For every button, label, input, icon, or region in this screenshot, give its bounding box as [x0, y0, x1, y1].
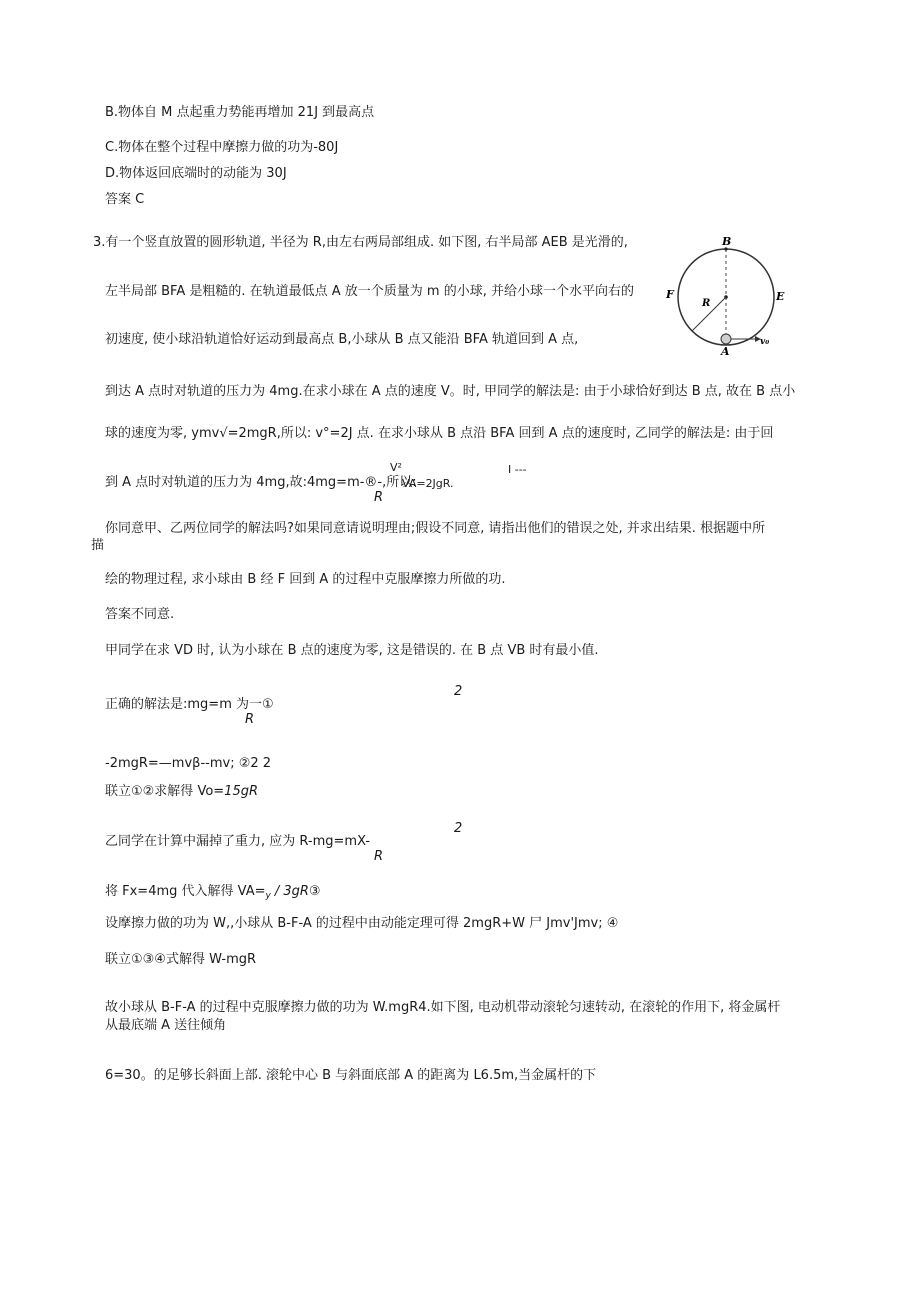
solution-line-7: 设摩擦力做的功为 W,,小球从 B-F-A 的过程中由动能定理可得 2mgR+W 尸 Jmv'Jmv; ④: [105, 916, 619, 931]
fraction-denominator: R: [374, 490, 384, 505]
question3-line-5: 球的速度为零, ymv√=2mgR,所以: v°=2J 点. 在求小球从 B 点沿 BFA 回到 A 点的速度时, 乙同学的解法是: 由于回: [105, 426, 774, 441]
question3-line-2: 左半局部 BFA 是粗糙的. 在轨道最低点 A 放一个质量为 m 的小球, 并给小球一个水平向右的: [105, 284, 634, 299]
solution-line-9: 故小球从 B-F-A 的过程中克服摩擦力做的功为 W.mgR4.如下图, 电动机带动滚轮匀速转动, 在滚轮的作用下, 将金属杆: [105, 1000, 781, 1015]
question3-line-7: 你同意甲、乙两位同学的解法吗?如果同意请说明理由;假设不同意, 请指出他们的错误之处, 并求出结果. 根据题中所: [105, 521, 766, 536]
solution-4-expr: 15gR: [224, 784, 258, 799]
ball: [721, 334, 731, 344]
question3-line-3: 初速度, 使小球沿轨道恰好运动到最高点 B,小球从 B 点又能沿 BFA 轨道回到 A 点,: [105, 332, 579, 347]
label-v0: v₀: [760, 337, 770, 347]
solution-line-1: 甲同学在求 VD 时, 认为小球在 B 点的速度为零, 这是错误的. 在 B 点 VB 时有最小值.: [105, 643, 599, 658]
solution-line-4: [105, 784, 258, 800]
margin-mark: I ---: [508, 463, 527, 476]
question3-line-1: 3.有一个竖直放置的圆形轨道, 半径为 R,由左右两局部组成. 如下图, 右半局部 AEB 是光滑的,: [93, 235, 628, 250]
question3-line-6: 到 A 点时对轨道的压力为 4mg,故:4mg=m-®-,所以:: [105, 475, 417, 490]
solution-line-6: [105, 884, 321, 904]
question3-line-6-va: VA=2JgR.: [402, 477, 454, 490]
label-e: E: [776, 290, 785, 303]
option-c: C.物体在整个过程中摩擦力做的功为-80J: [105, 140, 339, 155]
fraction-numerator: V²: [390, 461, 402, 474]
solution-line-2: 正确的解法是:mg=m 为一①: [105, 697, 274, 712]
question3-line-8: 绘的物理过程, 求小球由 B 经 F 回到 A 的过程中克服摩擦力所做的功.: [105, 572, 506, 587]
solution-line-10: 6=30。的足够长斜面上部. 滚轮中心 B 与斜面底部 A 的距离为 L6.5m,当金属杆的下: [105, 1068, 597, 1083]
solution-line-3: -2mgR=—mvβ--mv; ②2 2: [105, 756, 272, 771]
option-d: D.物体返回底端时的动能为 30J: [105, 166, 287, 181]
answer-line-2: 答案不同意.: [105, 607, 175, 622]
label-f: F: [666, 288, 674, 301]
solution-4-text: 联立①②求解得 Vo=: [105, 784, 225, 799]
question3-line-4: 到达 A 点时对轨道的压力为 4mg.在求小球在 A 点的速度 V。时, 甲同学的解法是: 由于小球恰好到达 B 点, 故在 B 点小: [105, 384, 796, 399]
solution-6-text: 将 Fx=4mg 代入解得 VA=: [105, 884, 266, 899]
solution-5-denominator: R: [374, 849, 384, 864]
solution-line-8: 联立①③④式解得 W-mgR: [105, 952, 257, 967]
answer-line-1: 答案 C: [105, 192, 145, 207]
solution-2-superscript: 2: [454, 684, 463, 699]
label-r: R: [702, 298, 711, 309]
label-b: B: [722, 235, 732, 248]
question3-line-7b: 描: [91, 538, 105, 553]
circular-track-figure: [662, 234, 787, 359]
solution-5-superscript: 2: [454, 821, 463, 836]
solution-6-expr: / 3gR③: [274, 884, 321, 899]
solution-line-9b: 从最底端 A 送往倾角: [105, 1018, 227, 1033]
label-a: A: [721, 345, 730, 358]
solution-6-subscript: y: [265, 891, 271, 901]
solution-2-denominator: R: [245, 712, 255, 727]
solution-line-5: 乙同学在计算中漏掉了重力, 应为 R-mg=mX-: [105, 834, 371, 849]
option-b: B.物体自 M 点起重力势能再增加 21J 到最高点: [105, 105, 375, 120]
